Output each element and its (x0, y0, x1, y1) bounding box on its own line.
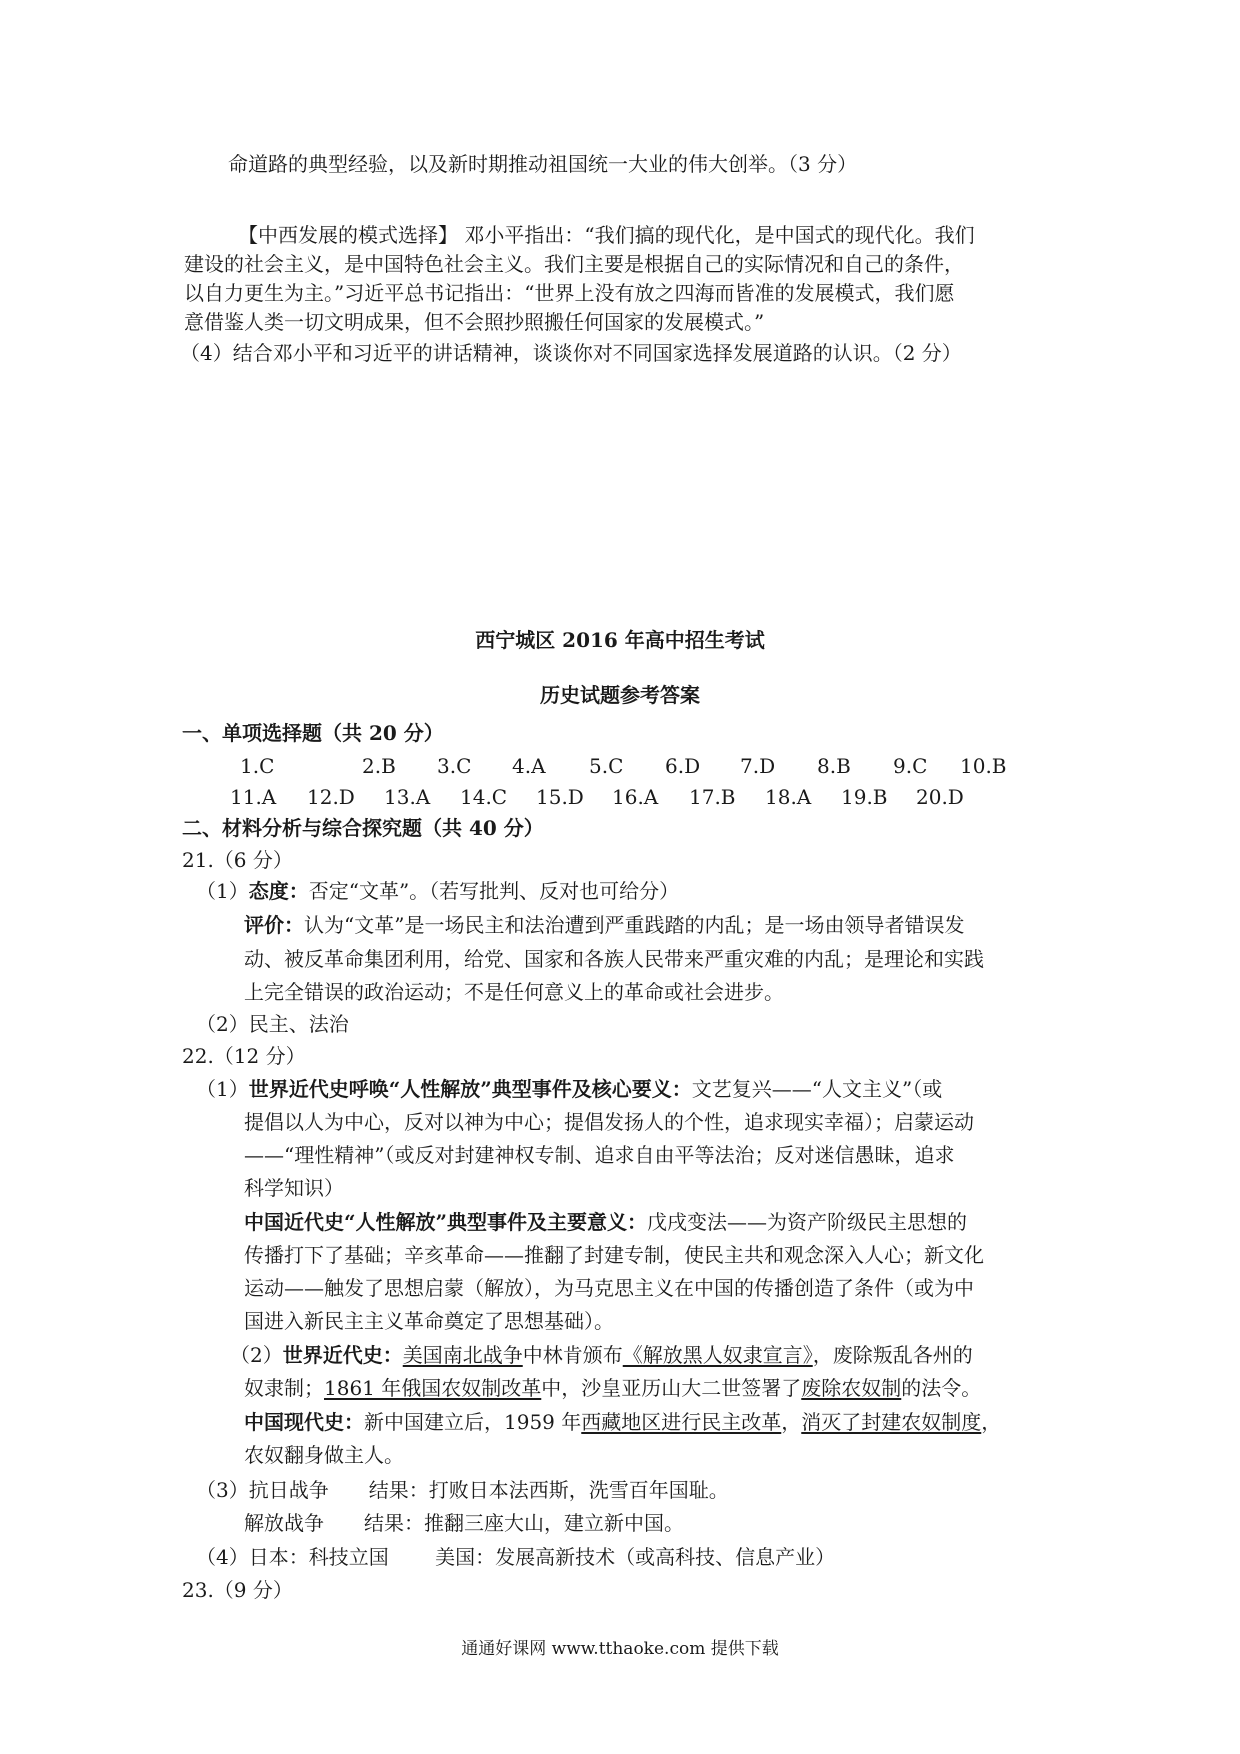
top-para-line-3: 以自力更生为主。”习近平总书记指出：“世界上没有放之四海而皆准的发展模式，我们愿 (184, 281, 955, 305)
q22-modern-text-3: ， (981, 1410, 1002, 1434)
q22-modern-line-1 (244, 1408, 1001, 1436)
mc-answer: 9.C (893, 754, 928, 778)
mc-answer: 2.B (362, 754, 396, 778)
q22-part2-line-2 (244, 1374, 981, 1402)
mc-answer: 6.D (665, 754, 701, 778)
q22-underline-russia-reform: 1861 年俄国农奴制改革 (324, 1376, 542, 1400)
q21-part1 (196, 877, 679, 905)
q22-part1-number: （1） (196, 1077, 249, 1101)
q22-part2-text-3: 奴隶制； (244, 1376, 324, 1400)
mc-answer: 15.D (536, 785, 584, 809)
q21-evaluation-line-2: 动、被反革命集团利用，给党、国家和各族人民带来严重灾难的内乱；是理论和实践 (244, 947, 984, 971)
q22-part1-line-3: ——“理性精神”（或反对封建神权专制、追求自由平等法治；反对迷信愚昧，追求 (244, 1143, 955, 1167)
mc-answer: 13.A (384, 785, 431, 809)
top-para-line-4: 意借鉴人类一切文明成果，但不会照抄照搬任何国家的发展模式。” (184, 310, 765, 334)
q23-heading: 23.（9 分） (182, 1578, 293, 1602)
q22-underline-tibet-reform: 西藏地区进行民主改革 (581, 1410, 782, 1434)
q22-china-line-2: 传播打下了基础；辛亥革命——推翻了封建专制，使民主共和观念深入人心；新文化 (244, 1243, 984, 1267)
q21-evaluation-line-3: 上完全错误的政治运动；不是任何意义上的革命或社会进步。 (244, 980, 784, 1004)
section-1-heading: 一、单项选择题（共 20 分） (182, 721, 444, 745)
q22-part2-text-4: 中，沙皇亚历山大二世签署了 (541, 1376, 802, 1400)
section-2-heading: 二、材料分析与综合探究题（共 40 分） (182, 816, 544, 840)
q21-attitude-text: 否定“文革”。（若写批判、反对也可给分） (308, 879, 680, 903)
answer-subtitle: 历史试题参考答案 (540, 683, 700, 707)
q22-underline-abolish-feudal: 消灭了封建农奴制度 (801, 1410, 982, 1434)
mc-answer: 1.C (240, 754, 275, 778)
q21-attitude-label: 态度： (248, 879, 309, 903)
q22-part4: （4）日本：科技立国 美国：发展高新技术（或高科技、信息产业） (196, 1545, 836, 1569)
q22-world-label: 世界近代史呼唤“人性解放”典型事件及核心要义： (248, 1077, 692, 1101)
q22-china-line-1 (244, 1208, 967, 1236)
top-question-4: （4）结合邓小平和习近平的讲话精神，谈谈你对不同国家选择发展道路的认识。（2 分） (180, 341, 962, 365)
q22-modern-text-2: ， (781, 1410, 802, 1434)
top-para-line-2: 建设的社会主义，是中国特色社会主义。我们主要是根据自己的实际情况和自己的条件， (184, 252, 964, 276)
q22-part3-line-1: （3）抗日战争 结果：打败日本法西斯，洗雪百年国耻。 (196, 1478, 729, 1502)
mc-answer: 19.B (841, 785, 888, 809)
mc-answer: 8.B (817, 754, 851, 778)
q22-part3-line-2: 解放战争 结果：推翻三座大山，建立新中国。 (244, 1511, 684, 1535)
q22-china-text-1: 戊戌变法——为资产阶级民主思想的 (647, 1210, 968, 1234)
top-para-line-1: 【中西发展的模式选择】 邓小平指出：“我们搞的现代化，是中国式的现代化。我们 (238, 223, 975, 247)
q22-modern-text-1: 新中国建立后，1959 年 (364, 1410, 582, 1434)
q22-modern-label: 中国现代史： (244, 1410, 364, 1434)
mc-answer: 3.C (437, 754, 472, 778)
mc-answer: 14.C (460, 785, 508, 809)
q21-heading: 21.（6 分） (182, 848, 293, 872)
mc-answer: 10.B (960, 754, 1007, 778)
q22-underline-emancipation: 《解放黑人奴隶宣言》 (622, 1343, 813, 1367)
mc-answer: 5.C (589, 754, 624, 778)
q22-part2-text-2: ，废除叛乱各州的 (812, 1343, 973, 1367)
page-footer: 通通好课网 www.tthaoke.com 提供下载 (461, 1639, 779, 1659)
q21-evaluation-line-1 (244, 911, 964, 939)
q22-part2-number: （2） (230, 1343, 283, 1367)
q22-china-label: 中国近代史“人性解放”典型事件及主要意义： (244, 1210, 648, 1234)
q22-heading: 22.（12 分） (182, 1044, 306, 1068)
q22-underline-abolish-serfdom: 废除农奴制 (801, 1376, 902, 1400)
mc-answer: 7.D (740, 754, 776, 778)
q21-evaluation-text-1: 认为“文革”是一场民主和法治遭到严重践踏的内乱；是一场由领导者错误发 (304, 913, 965, 937)
q22-part1-line-1 (196, 1075, 942, 1103)
q22-modern-line-2: 农奴翻身做主人。 (244, 1443, 404, 1467)
q22-china-line-4: 国进入新民主主义革命奠定了思想基础）。 (244, 1309, 614, 1333)
q22-part1-line-4: 科学知识） (244, 1176, 344, 1200)
top-line-1: 命道路的典型经验，以及新时期推动祖国统一大业的伟大创举。（3 分） (228, 152, 858, 176)
mc-answer: 17.B (689, 785, 736, 809)
q22-part2-text-5: 的法令。 (901, 1376, 982, 1400)
q22-part2-text-1: 中林肯颁布 (522, 1343, 623, 1367)
mc-answer: 18.A (765, 785, 812, 809)
mc-answer: 12.D (307, 785, 355, 809)
q22-part1-line-2: 提倡以人为中心，反对以神为中心；提倡发扬人的个性，追求现实幸福）；启蒙运动 (244, 1110, 974, 1134)
mc-answer: 11.A (230, 785, 277, 809)
mc-answer: 4.A (512, 754, 546, 778)
q22-part2-line-1 (230, 1341, 973, 1369)
q22-china-line-3: 运动——触发了思想启蒙（解放），为马克思主义在中国的传播创造了条件（或为中 (244, 1276, 974, 1300)
q22-part2-label: 世界近代史： (282, 1343, 403, 1367)
q22-underline-civil-war: 美国南北战争 (402, 1343, 523, 1367)
q21-part2: （2）民主、法治 (196, 1012, 349, 1036)
mc-answer: 16.A (612, 785, 659, 809)
q21-part1-number: （1） (196, 879, 249, 903)
answer-title: 西宁城区 2016 年高中招生考试 (475, 628, 765, 652)
mc-answer: 20.D (916, 785, 964, 809)
q21-evaluation-label: 评价： (244, 913, 304, 937)
q22-world-text-1: 文艺复兴——“人文主义”（或 (691, 1077, 943, 1101)
